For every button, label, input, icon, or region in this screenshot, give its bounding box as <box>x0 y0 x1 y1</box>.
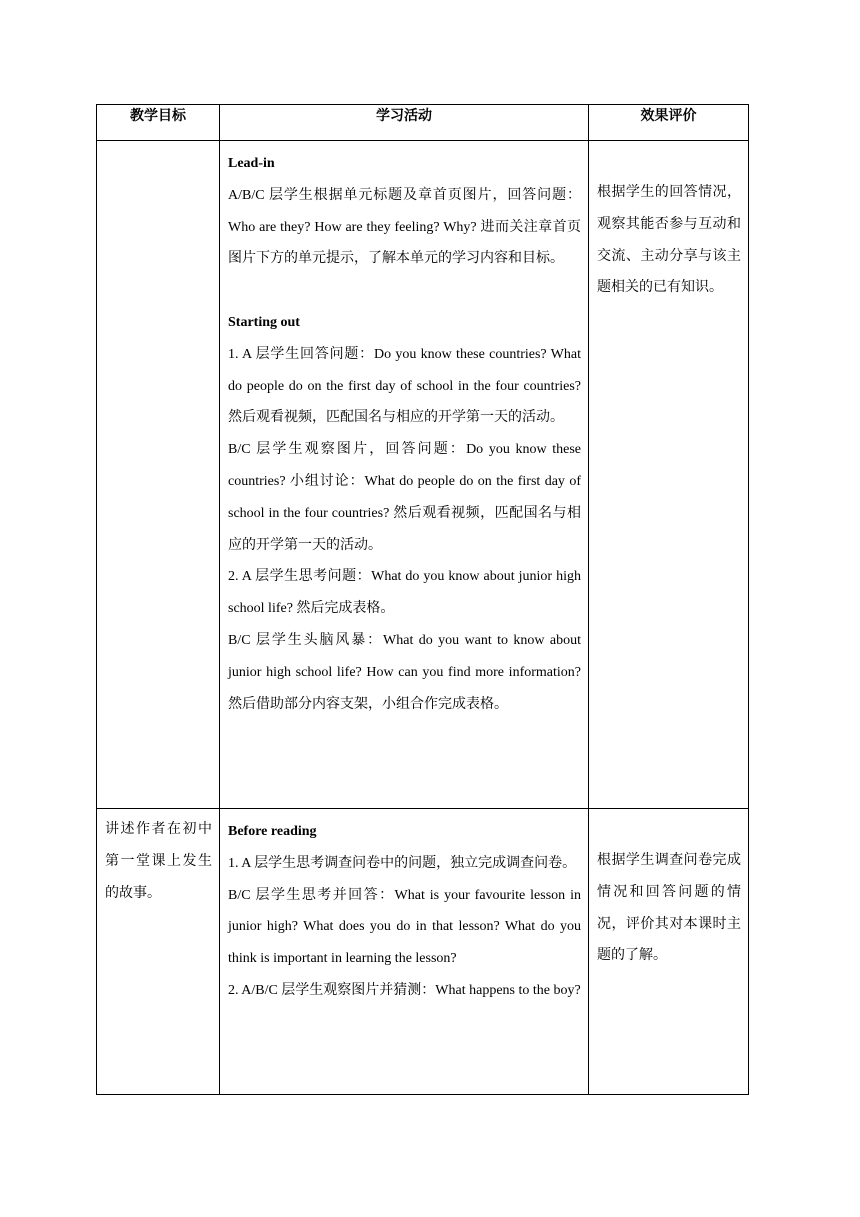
lesson-plan-table <box>96 104 749 1095</box>
activity-paragraph: 1. A 层学生思考调查问卷中的问题，独立完成调查问卷。 <box>228 855 577 871</box>
goal-text: 讲述作者在初中第一堂课上发生的故事。 <box>105 822 212 901</box>
evaluation-cell <box>589 141 749 809</box>
evaluation-text: 根据学生的回答情况，观察其能否参与互动和交流、主动分享与该主题相关的已有知识。 <box>597 185 741 296</box>
table-row <box>97 141 749 809</box>
activity-paragraph: B/C 层学生头脑风暴：What do you want to know about junior high school life? How can you find more information? 然后借助部分内容支架，小组合作完成表格。 <box>228 632 581 712</box>
activity-paragraph: 2. A 层学生思考问题：What do you know about junior high school life? 然后完成表格。 <box>228 569 581 617</box>
activity-paragraph: 2. A/B/C 层学生观察图片并猜测：What happens to the boy? <box>228 982 581 998</box>
section-title: Before reading <box>228 824 317 839</box>
header-row <box>97 105 749 141</box>
header-activity: 学习活动 <box>220 105 589 141</box>
section-title: Starting out <box>228 314 300 330</box>
evaluation-text: 根据学生调查问卷完成情况和回答问题的情况，评价其对本课时主题的了解。 <box>597 853 741 964</box>
activity-cell <box>220 141 589 809</box>
activity-paragraph: B/C 层学生观察图片，回答问题：Do you know these countries? 小组讨论：What do people do on the first day of school in the four countries? 然后观看视频，匹配国名与相应的开学第一天的活动。 <box>228 442 581 553</box>
header-evaluation: 效果评价 <box>589 105 749 141</box>
header-goal: 教学目标 <box>97 105 220 141</box>
goal-cell <box>97 141 220 809</box>
activity-cell <box>220 809 589 1095</box>
table-row <box>97 809 749 1095</box>
activity-paragraph: 1. A 层学生回答问题：Do you know these countries? What do people do on the first day of school in the four countries? 然后观看视频，匹配国名与相应的开学第一天的活动。 <box>228 346 581 426</box>
section-title: Lead-in <box>228 156 275 171</box>
goal-text <box>97 141 219 146</box>
goal-cell <box>97 809 220 1095</box>
activity-paragraph: A/B/C 层学生根据单元标题及章首页图片，回答问题：Who are they? How are they feeling? Why? 进而关注章首页图片下方的单元提示，了解本单元的学习内容和目标。 <box>228 187 581 267</box>
activity-paragraph: B/C 层学生思考并回答：What is your favourite lesson in junior high? What does you do in that lesson? What do you think is important in learning the lesson? <box>228 887 581 967</box>
evaluation-cell <box>589 809 749 1095</box>
